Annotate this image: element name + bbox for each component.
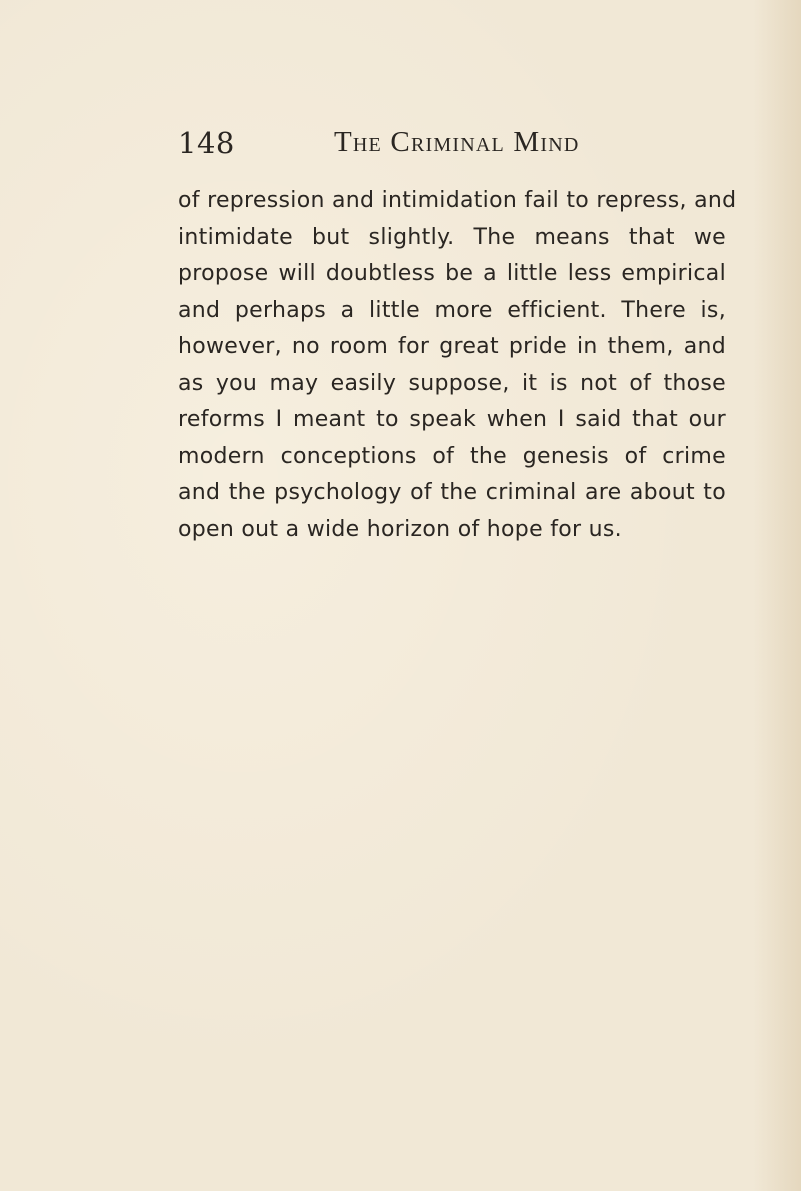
text-line: open out a wide horizon of hope for us. bbox=[178, 516, 622, 542]
text-line: of repression and intimidation fail to repress, and bbox=[178, 188, 737, 213]
page-number: 148 bbox=[178, 126, 235, 160]
text-line: propose will doubtless be a little less empirical bbox=[178, 261, 726, 286]
text-line: reforms I meant to speak when I said that our bbox=[178, 407, 726, 432]
running-head bbox=[178, 126, 723, 166]
text-line: and perhaps a little more efficient. There is, bbox=[178, 297, 726, 323]
text-line: as you may easily suppose, it is not of those bbox=[178, 370, 726, 396]
text-line: modern conceptions of the genesis of crime bbox=[178, 443, 726, 469]
running-title: The Criminal Mind bbox=[334, 126, 580, 158]
text-line: intimidate but slightly. The means that we bbox=[178, 224, 726, 250]
body-paragraph bbox=[178, 183, 737, 548]
text-line: and the psychology of the criminal are about to bbox=[178, 480, 726, 505]
text-line: however, no room for great pride in them, and bbox=[178, 334, 726, 359]
